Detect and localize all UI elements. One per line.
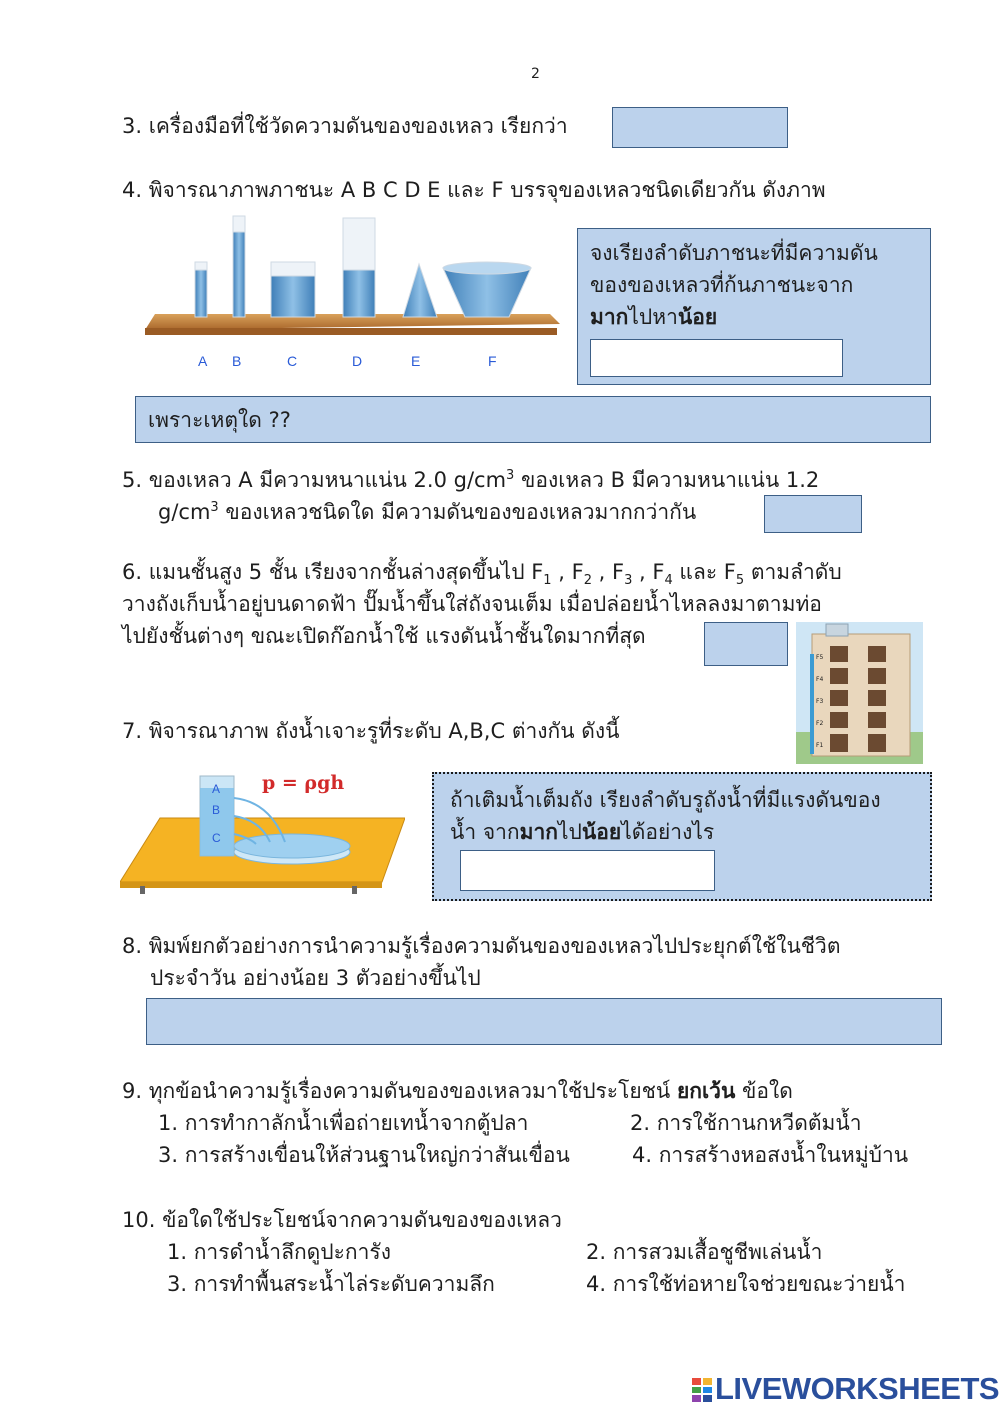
floor-label-f1: F1: [816, 742, 824, 749]
floor-label-f5: F5: [816, 654, 824, 661]
q8-answer-input[interactable]: [146, 998, 942, 1045]
page-number: 2: [531, 66, 540, 82]
q10-option-4[interactable]: 4. การใช้ท่อหายใจช่วยขณะว่ายน้ำ: [586, 1272, 906, 1296]
container-label-b: B: [232, 353, 242, 369]
pressure-formula: p = ρgh: [262, 772, 345, 794]
q5-sup2: 3: [210, 500, 219, 515]
q9-text-a: 9. ทุกข้อนำความรู้เรื่องความดันของของเหลวมาใช้ประโยชน์: [122, 1079, 677, 1103]
q9-option-2[interactable]: 2. การใช้กานกหวีดต้มน้ำ: [630, 1111, 862, 1135]
q5-line1-b: ของเหลว B มีความหนาแน่น 1.2: [514, 468, 820, 492]
q3-text: 3. เครื่องมือที่ใช้วัดความดันของของเหลว เรียกว่า: [122, 114, 568, 138]
q6-sub4: 4: [664, 573, 673, 589]
q9-option-3[interactable]: 3. การสร้างเขื่อนให้ส่วนฐานใหญ่กว่าสันเขื่อน: [158, 1143, 570, 1167]
q7-text: 7. พิจารณาภาพ ถังน้ำเจาะรูที่ระดับ A,B,C ต่างกัน ดังนี้: [122, 719, 620, 743]
q5-line2-b: ของเหลวชนิดใด มีความดันของของเหลวมากกว่ากัน: [218, 500, 697, 524]
q4-box-line1: จงเรียงลำดับภาชนะที่มีความดัน: [590, 241, 878, 265]
q6-sub2: 2: [583, 573, 592, 589]
container-label-a: A: [198, 353, 208, 369]
liveworksheets-logo-icon: [692, 1378, 712, 1402]
container-label-d: D: [352, 353, 363, 369]
container-label-c: C: [287, 353, 298, 369]
q7-bold-least: น้อย: [581, 820, 622, 844]
q4-text: 4. พิจารณาภาพภาชนะ A B C D E และ F บรรจุของเหลวชนิดเดียวกัน ดังภาพ: [122, 178, 826, 202]
q10-text: 10. ข้อใดใช้ประโยชน์จากความดันของของเหลว: [122, 1208, 562, 1232]
q6-line1-b: ตามลำดับ: [744, 560, 842, 584]
container-label-e: E: [411, 353, 421, 369]
floor-label-f2: F2: [816, 720, 824, 727]
q9-option-4[interactable]: 4. การสร้างหอสงน้ำในหมู่บ้าน: [632, 1143, 909, 1167]
q7-box-b: ได้อย่างไร: [621, 820, 715, 844]
q6-c2: , F: [591, 560, 625, 584]
q7-box-a: น้ำ จาก: [450, 820, 520, 844]
q5-line2: [158, 492, 696, 528]
hole-label-c: C: [212, 831, 221, 845]
q4-box-line2: ของของเหลวที่ก้นภาชนะจาก: [590, 273, 854, 297]
q10-option-1[interactable]: 1. การดำน้ำลึกดูปะการัง: [167, 1240, 391, 1264]
q7-order-input[interactable]: [460, 850, 715, 891]
q6-c4: และ F: [672, 560, 736, 584]
q9-text-b: ข้อใด: [735, 1079, 793, 1103]
q9-text: [122, 1075, 793, 1107]
q6-c1: , F: [551, 560, 584, 584]
q4-reason-input[interactable]: [135, 396, 931, 443]
q6-sub1: 1: [543, 573, 552, 589]
q5-line1: [122, 460, 819, 496]
q6-answer-input[interactable]: [704, 622, 788, 666]
q9-option-1[interactable]: 1. การทำกาลักน้ำเพื่อถ่ายเทน้ำจากตู้ปลา: [158, 1111, 529, 1135]
q7-box-line1: ถ้าเติมน้ำเต็มถัง เรียงลำดับรูถังน้ำที่มีแรงดันของ: [450, 788, 881, 812]
q6-sub3: 3: [624, 573, 633, 589]
q7-to: ไป: [558, 820, 582, 844]
q8-line2: ประจำวัน อย่างน้อย 3 ตัวอย่างขึ้นไป: [150, 966, 481, 990]
liveworksheets-brand: LIVEWORKSHEETS: [715, 1371, 1000, 1406]
q8-line1: 8. พิมพ์ยกตัวอย่างการนำความรู้เรื่องความดันของของเหลวไปประยุกต์ใช้ในชีวิต: [122, 934, 841, 958]
q5-answer-input[interactable]: [764, 495, 862, 533]
hole-label-b: B: [212, 803, 221, 817]
q7-instruction-box: [432, 772, 932, 901]
q4-why-label: เพราะเหตุใด ??: [148, 408, 291, 432]
hole-label-a: A: [212, 782, 221, 796]
q6-line2: วางถังเก็บน้ำอยู่บนดาดฟ้า ปั๊มน้ำขึ้นใส่ถังจนเต็ม เมื่อปล่อยน้ำไหลลงมาตามท่อ: [122, 592, 822, 616]
q4-bold-most: มาก: [590, 305, 629, 329]
q7-bold-most: มาก: [519, 820, 558, 844]
q4-to: ไปหา: [628, 305, 678, 329]
floor-label-f4: F4: [816, 676, 824, 683]
q9-bold-except: ยกเว้น: [676, 1079, 736, 1103]
containers-illustration: [145, 212, 560, 372]
q3-answer-input[interactable]: [612, 107, 788, 148]
q5-sup1: 3: [506, 468, 515, 483]
q6-line3: ไปยังชั้นต่างๆ ขณะเปิดก๊อกน้ำใช้ แรงดันน้ำชั้นใดมากที่สุด: [122, 624, 646, 648]
floor-label-f3: F3: [816, 698, 824, 705]
q6-c3: , F: [632, 560, 665, 584]
q4-bold-least: น้อย: [677, 305, 718, 329]
q6-sub5: 5: [735, 573, 745, 589]
q4-instruction-box: [577, 228, 931, 385]
q6-line1-a: 6. แมนชั้นสูง 5 ชั้น เรียงจากชั้นล่างสุดขึ้นไป F: [122, 560, 544, 584]
q4-order-input[interactable]: [590, 339, 843, 377]
building-illustration: [796, 622, 923, 764]
q10-option-2[interactable]: 2. การสวมเสื้อชูชีพเล่นน้ำ: [586, 1240, 823, 1264]
q7-box-line2: [450, 816, 714, 848]
q5-line1-a: 5. ของเหลว A มีความหนาแน่น 2.0 g/cm: [122, 468, 507, 492]
q10-option-3[interactable]: 3. การทำพื้นสระน้ำไล่ระดับความลึก: [167, 1272, 495, 1296]
q4-box-line3: [590, 301, 717, 333]
q5-line2-a: g/cm: [158, 500, 211, 524]
container-label-f: F: [488, 353, 497, 369]
